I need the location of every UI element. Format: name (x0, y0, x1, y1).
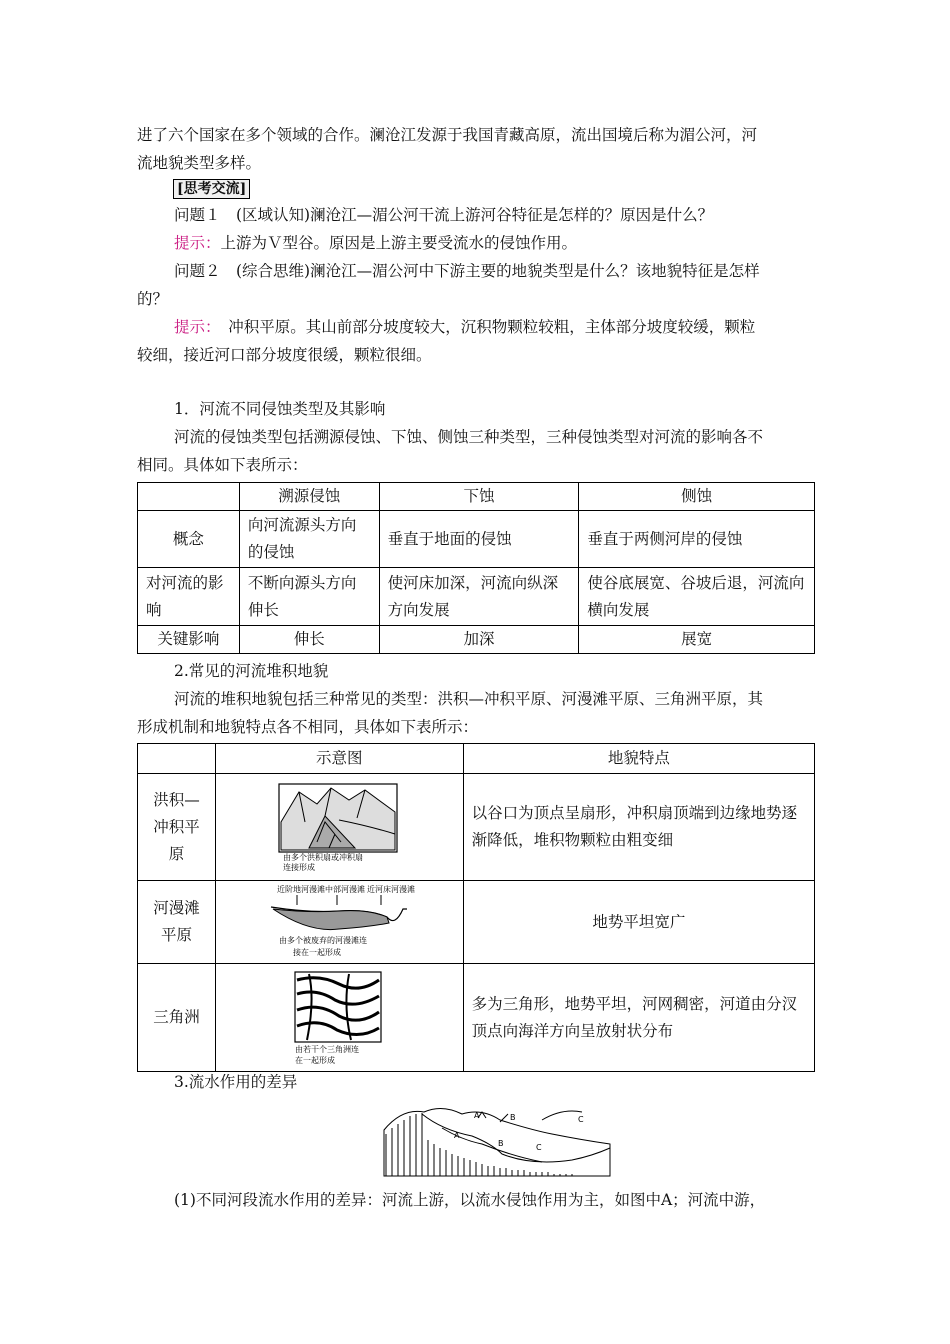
table1-cell: 使谷底展宽、谷坡后退，河流向横向发展 (579, 568, 815, 626)
section-2-line1: 河流的堆积地貌包括三种常见的类型：洪积—冲积平原、河漫滩平原、三角洲平原，其 (174, 690, 764, 708)
section-1-line1: 河流的侵蚀类型包括溯源侵蚀、下蚀、侧蚀三种类型，三种侵蚀类型对河流的影响各不 (174, 428, 764, 446)
section-1-title: 1．河流不同侵蚀类型及其影响 (174, 400, 386, 418)
floodplain-label-2: 中部河漫滩 (325, 885, 366, 894)
table1-cell: 不断向源头方向伸长 (239, 568, 379, 626)
table1-row-label: 关键影响 (138, 626, 240, 654)
table1-cell: 垂直于地面的侵蚀 (379, 511, 579, 568)
question-2-line2: 的？ (137, 290, 169, 308)
alluvial-caption-line2: 连接形成 (283, 863, 316, 872)
erosion-table (137, 482, 815, 654)
table2-feature: 地势平坦宽广 (463, 881, 814, 964)
floodplain-label-1: 近阶地河漫滩 (277, 885, 326, 894)
table2-header-features: 地貌特点 (463, 744, 814, 774)
hint-1 (137, 229, 815, 257)
table2-header-diagram: 示意图 (215, 744, 463, 774)
table2-row-label: 河漫滩平原 (138, 881, 216, 964)
profile-label-c-top: C (578, 1115, 584, 1124)
table1-cell: 使河床加深，河流向纵深方向发展 (379, 568, 579, 626)
question-1: 问题１ (区域认知)澜沧江—湄公河干流上游河谷特征是怎样的？原因是什么？ (174, 206, 714, 224)
river-profile-diagram (382, 1100, 612, 1180)
delta-caption-line1: 由若干个三角洲连 (295, 1044, 360, 1054)
table1-cell: 加深 (379, 626, 579, 654)
profile-label-a-top: A (474, 1111, 480, 1120)
table2-feature: 以谷口为顶点呈扇形，冲积扇顶端到边缘地势逐渐降低，堆积物颗粒由粗变细 (463, 774, 814, 881)
question-2-line1: 问题２ (综合思维)澜沧江—湄公河中下游主要的地貌类型是什么？该地貌特征是怎样 (174, 262, 760, 280)
hint-2-line2: 较细，接近河口部分坡度很缓，颗粒很细。 (137, 346, 432, 364)
floodplain-illustration (269, 883, 416, 961)
table2-header-blank (138, 744, 216, 774)
table1-header-headward: 溯源侵蚀 (239, 483, 379, 511)
table1-cell: 展宽 (579, 626, 815, 654)
table1-row-label: 概念 (138, 511, 240, 568)
alluvial-fan-illustration (269, 782, 409, 872)
table1-header-blank (138, 483, 240, 511)
hint-2-text: 冲积平原。其山前部分坡度较大，沉积物颗粒较粗，主体部分坡度较缓，颗粒 (212, 318, 756, 336)
table2-feature: 多为三角形，地势平坦，河网稠密，河道由分汊顶点向海洋方向呈放射状分布 (463, 964, 814, 1072)
floodplain-caption-line1: 由多个被废弃的河漫滩连 (279, 936, 368, 945)
table2-row-label: 洪积—冲积平原 (138, 774, 216, 881)
profile-label-b: B (498, 1139, 504, 1148)
hint-1-text: 上游为Ｖ型谷。原因是上游主要受流水的侵蚀作用。 (220, 234, 578, 252)
section-2-line2: 形成机制和地貌特点各不相同，具体如下表所示： (137, 718, 479, 736)
table1-header-downcut: 下蚀 (379, 483, 579, 511)
section-3-title: 3.流水作用的差异 (174, 1073, 298, 1091)
table1-row-label: 对河流的影响 (138, 568, 240, 626)
deposition-table (137, 743, 815, 1072)
table1-cell: 垂直于两侧河岸的侵蚀 (579, 511, 815, 568)
think-tag: [思考交流] (173, 179, 250, 199)
profile-label-b-top: B (510, 1113, 516, 1122)
section-2-title: 2.常见的河流堆积地貌 (174, 662, 329, 680)
intro-line1: 进了六个国家在多个领域的合作。澜沧江发源于我国青藏高原，流出国境后称为湄公河，河 (137, 126, 758, 144)
table1-header-lateral: 侧蚀 (579, 483, 815, 511)
delta-caption-line2: 在一起形成 (295, 1055, 336, 1065)
table1-cell: 伸长 (239, 626, 379, 654)
alluvial-caption-line1: 由多个洪积扇或冲积扇 (283, 853, 364, 862)
hint-1-label: 提示： (174, 234, 221, 252)
last-paragraph: (1)不同河段流水作用的差异：河流上游，以流水侵蚀作用为主，如图中A；河流中游， (174, 1191, 766, 1209)
profile-label-a: A (454, 1131, 460, 1140)
intro-line2: 流地貌类型多样。 (137, 154, 262, 172)
section-1-line2: 相同。具体如下表所示： (137, 456, 308, 474)
delta-illustration (289, 970, 389, 1066)
hint-2-line1 (137, 313, 815, 341)
table1-cell: 向河流源头方向的侵蚀 (239, 511, 379, 568)
floodplain-caption-line2: 接在一起形成 (293, 948, 342, 957)
floodplain-label-3: 近河床河漫滩 (367, 885, 416, 894)
profile-label-c: C (536, 1143, 542, 1152)
table2-row-label: 三角洲 (138, 964, 216, 1072)
hint-2-label: 提示： (174, 318, 213, 336)
